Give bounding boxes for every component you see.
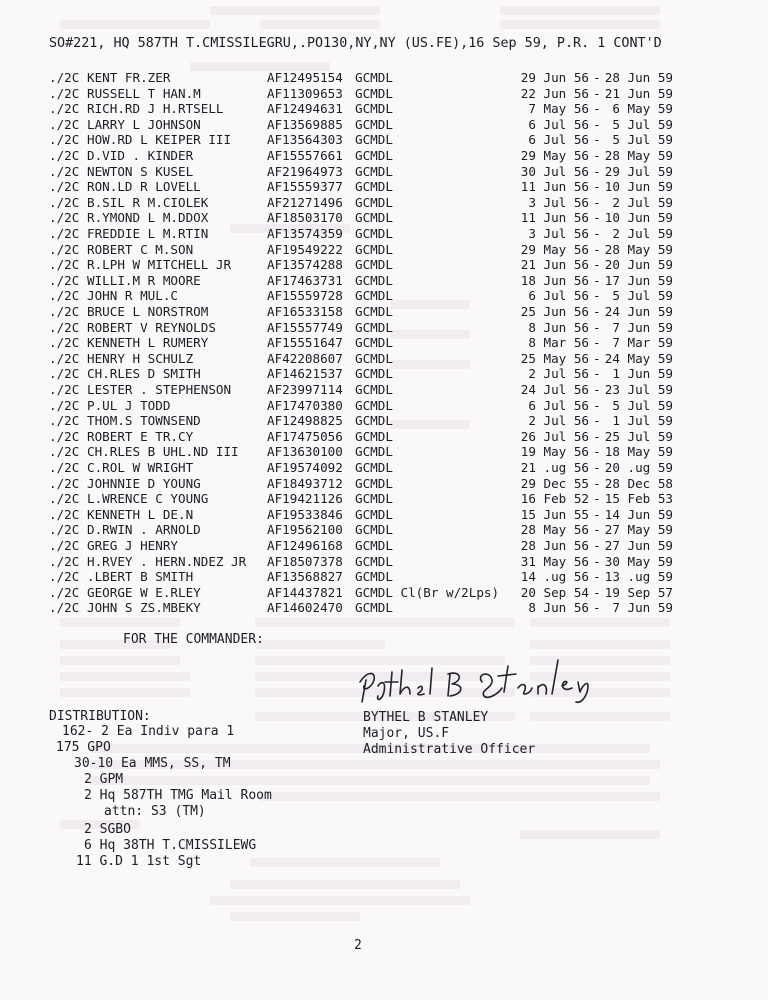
row-award: GCMDL [355, 70, 393, 85]
row-award: GCMDL [355, 85, 393, 101]
row-name: H.RVEY . HERN.NDEZ JR [87, 553, 247, 569]
row-rank: ./2C [49, 584, 80, 600]
row-to-date: 28 Jun 59 [604, 70, 673, 85]
distribution-item: 30-10 Ea MMS, SS, TM [74, 756, 231, 771]
row-dash: - [593, 444, 601, 460]
row-dash: - [593, 350, 601, 366]
row-to-date: 5 Jul 59 [612, 288, 673, 304]
row-award: GCMDL [355, 475, 393, 491]
row-from-date: 11 Jun 56 [520, 210, 589, 226]
row-dash: - [593, 584, 601, 600]
row-dash: - [593, 101, 601, 117]
row-name: .LBERT B SMITH [87, 569, 194, 585]
row-name: L.WRENCE C YOUNG [87, 491, 209, 507]
row-serial: AF15559728 [267, 288, 343, 304]
row-to-date: 7 Jun 59 [612, 600, 673, 616]
table-row [49, 507, 729, 522]
row-dash: - [593, 366, 601, 382]
row-to-date: 21 Jun 59 [604, 85, 673, 101]
row-from-date: 19 May 56 [520, 444, 589, 460]
row-rank: ./2C [49, 553, 80, 569]
row-name: R.YMOND L M.DDOX [87, 210, 209, 226]
distribution-item: 162- 2 Ea Indiv para 1 [62, 724, 235, 739]
row-award: GCMDL [355, 538, 393, 553]
table-row [49, 304, 729, 319]
row-award: GCMDL [355, 132, 393, 148]
table-row [49, 70, 729, 85]
row-name: D.VID . KINDER [87, 148, 194, 163]
row-award: GCMDL [355, 116, 393, 132]
row-to-date: 18 May 59 [604, 444, 673, 460]
row-to-date: 14 Jun 59 [604, 506, 673, 522]
row-serial: AF13568827 [267, 569, 343, 585]
row-rank: ./2C [49, 226, 80, 241]
row-from-date: 30 Jul 56 [520, 163, 589, 179]
row-name: KENT FR.ZER [87, 70, 171, 85]
handwritten-signature [352, 652, 602, 707]
row-dash: - [593, 506, 601, 522]
row-from-date: 22 Jun 56 [520, 85, 589, 101]
table-row [49, 429, 729, 444]
row-rank: ./2C [49, 460, 80, 475]
row-rank: ./2C [49, 304, 80, 319]
table-row [49, 522, 729, 537]
row-rank: ./2C [49, 101, 80, 117]
row-from-date: 29 May 56 [520, 241, 589, 257]
row-rank: ./2C [49, 288, 80, 304]
table-row [49, 164, 729, 179]
row-name: JOHN S ZS.MBEKY [87, 600, 201, 616]
row-name: CH.RLES D SMITH [87, 366, 201, 382]
row-to-date: 5 Jul 59 [612, 116, 673, 132]
table-row [49, 210, 729, 225]
table-row [49, 288, 729, 303]
row-from-date: 6 Jul 56 [528, 288, 589, 304]
row-rank: ./2C [49, 506, 80, 522]
row-rank: ./2C [49, 241, 80, 257]
row-from-date: 8 Jun 56 [528, 600, 589, 616]
row-rank: ./2C [49, 382, 80, 397]
row-name: HOW.RD L KEIPER III [87, 132, 232, 148]
table-row [49, 554, 729, 569]
row-award: GCMDL [355, 491, 393, 507]
row-rank: ./2C [49, 257, 80, 273]
table-row [49, 351, 729, 366]
signer-title: Administrative Officer [363, 742, 536, 757]
row-from-date: 6 Jul 56 [528, 132, 589, 148]
row-rank: ./2C [49, 272, 80, 288]
row-to-date: 24 May 59 [604, 350, 673, 366]
table-row [49, 600, 729, 615]
table-row [49, 398, 729, 413]
row-rank: ./2C [49, 491, 80, 507]
distribution-item: 11 G.D 1 1st Sgt [76, 854, 202, 869]
row-dash: - [593, 600, 601, 616]
row-from-date: 8 Jun 56 [528, 319, 589, 335]
row-award: GCMDL Cl(Br w/2Lps) [355, 584, 500, 600]
row-from-date: 31 May 56 [520, 553, 589, 569]
row-award: GCMDL [355, 413, 393, 429]
table-row [49, 366, 729, 381]
row-name: GREG J HENRY [87, 538, 178, 553]
row-rank: ./2C [49, 397, 80, 413]
row-from-date: 18 Jun 56 [520, 272, 589, 288]
row-award: GCMDL [355, 194, 393, 210]
row-from-date: 3 Jul 56 [528, 226, 589, 241]
row-dash: - [593, 569, 601, 585]
row-to-date: 15 Feb 53 [604, 491, 673, 507]
row-dash: - [593, 319, 601, 335]
table-row [49, 569, 729, 584]
row-serial: AF19533846 [267, 506, 343, 522]
row-to-date: 30 May 59 [604, 553, 673, 569]
distribution-item: 6 Hq 38TH T.CMISSILEWG [84, 838, 257, 853]
row-serial: AF13574359 [267, 226, 343, 241]
row-to-date: 28 May 59 [604, 241, 673, 257]
row-serial: AF23997114 [267, 382, 343, 397]
row-to-date: 27 Jun 59 [604, 538, 673, 553]
row-rank: ./2C [49, 335, 80, 351]
row-name: LESTER . STEPHENSON [87, 382, 232, 397]
row-from-date: 16 Feb 52 [520, 491, 589, 507]
row-award: GCMDL [355, 101, 393, 117]
row-from-date: 2 Jul 56 [528, 366, 589, 382]
row-name: C.ROL W WRIGHT [87, 460, 194, 475]
row-serial: AF18507378 [267, 553, 343, 569]
row-name: WILLI.M R MOORE [87, 272, 201, 288]
row-rank: ./2C [49, 116, 80, 132]
signer-rank: Major, US.F [363, 726, 450, 741]
table-row [49, 382, 729, 397]
row-to-date: 29 Jul 59 [604, 163, 673, 179]
row-serial: AF13569885 [267, 116, 343, 132]
row-serial: AF12496168 [267, 538, 343, 553]
row-to-date: 7 Jun 59 [612, 319, 673, 335]
row-award: GCMDL [355, 288, 393, 304]
row-to-date: 2 Jul 59 [612, 194, 673, 210]
row-award: GCMDL [355, 210, 393, 226]
table-row [49, 585, 729, 600]
row-to-date: 1 Jun 59 [612, 366, 673, 382]
row-rank: ./2C [49, 413, 80, 429]
row-name: GEORGE W E.RLEY [87, 584, 201, 600]
row-from-date: 8 Mar 56 [528, 335, 589, 351]
for-commander-label: FOR THE COMMANDER: [123, 632, 264, 647]
row-from-date: 20 Sep 54 [520, 584, 589, 600]
table-row [49, 117, 729, 132]
distribution-item: 175 GPO [56, 740, 111, 755]
row-from-date: 15 Jun 55 [520, 506, 589, 522]
row-serial: AF19574092 [267, 460, 343, 475]
row-from-date: 25 Jun 56 [520, 304, 589, 319]
row-serial: AF13630100 [267, 444, 343, 460]
row-from-date: 24 Jul 56 [520, 382, 589, 397]
row-dash: - [593, 304, 601, 319]
row-dash: - [593, 288, 601, 304]
row-dash: - [593, 210, 601, 226]
row-dash: - [593, 460, 601, 475]
distribution-item: 2 GPM [84, 772, 124, 787]
row-award: GCMDL [355, 304, 393, 319]
row-serial: AF18493712 [267, 475, 343, 491]
row-rank: ./2C [49, 70, 80, 85]
row-serial: AF17475056 [267, 428, 343, 444]
row-to-date: 20 .ug 59 [604, 460, 673, 475]
table-row [49, 476, 729, 491]
row-dash: - [593, 241, 601, 257]
row-serial: AF14621537 [267, 366, 343, 382]
row-from-date: 14 .ug 56 [520, 569, 589, 585]
row-award: GCMDL [355, 522, 393, 538]
row-award: GCMDL [355, 428, 393, 444]
row-award: GCMDL [355, 397, 393, 413]
row-dash: - [593, 132, 601, 148]
row-serial: AF15559377 [267, 179, 343, 195]
row-serial: AF15557661 [267, 148, 343, 163]
row-award: GCMDL [355, 382, 393, 397]
row-from-date: 26 Jul 56 [520, 428, 589, 444]
row-to-date: 28 May 59 [604, 148, 673, 163]
row-name: JOHN R MUL.C [87, 288, 178, 304]
row-from-date: 6 Jul 56 [528, 397, 589, 413]
table-row [49, 257, 729, 272]
order-header: SO#221, HQ 587TH T.CMISSILEGRU,.PO130,NY,NY (US.FE),16 Sep 59, P.R. 1 CONT'D [49, 36, 662, 51]
distribution-label: DISTRIBUTION: [49, 709, 151, 724]
row-dash: - [593, 428, 601, 444]
table-row [49, 335, 729, 350]
row-to-date: 10 Jun 59 [604, 210, 673, 226]
row-rank: ./2C [49, 210, 80, 226]
row-from-date: 29 May 56 [520, 148, 589, 163]
row-to-date: 17 Jun 59 [604, 272, 673, 288]
row-name: LARRY L JOHNSON [87, 116, 201, 132]
row-name: ROBERT E TR.CY [87, 428, 194, 444]
row-rank: ./2C [49, 522, 80, 538]
row-dash: - [593, 475, 601, 491]
row-serial: AF18503170 [267, 210, 343, 226]
row-name: ROBERT V REYNOLDS [87, 319, 216, 335]
row-rank: ./2C [49, 85, 80, 101]
table-row [49, 101, 729, 116]
row-to-date: 6 May 59 [612, 101, 673, 117]
row-from-date: 2 Jul 56 [528, 413, 589, 429]
row-rank: ./2C [49, 538, 80, 553]
row-dash: - [593, 272, 601, 288]
row-award: GCMDL [355, 335, 393, 351]
table-row [49, 273, 729, 288]
row-dash: - [593, 522, 601, 538]
distribution-item: 2 SGBO [84, 822, 131, 837]
row-award: GCMDL [355, 257, 393, 273]
row-to-date: 2 Jul 59 [612, 226, 673, 241]
row-name: THOM.S TOWNSEND [87, 413, 201, 429]
signature-block [363, 710, 535, 758]
row-serial: AF11309653 [267, 85, 343, 101]
row-award: GCMDL [355, 444, 393, 460]
row-to-date: 1 Jul 59 [612, 413, 673, 429]
row-from-date: 28 Jun 56 [520, 538, 589, 553]
row-serial: AF15557749 [267, 319, 343, 335]
row-serial: AF42208607 [267, 350, 343, 366]
row-from-date: 21 Jun 56 [520, 257, 589, 273]
table-row [49, 226, 729, 241]
row-award: GCMDL [355, 350, 393, 366]
row-serial: AF13574288 [267, 257, 343, 273]
row-serial: AF12495154 [267, 70, 343, 85]
row-from-date: 7 May 56 [528, 101, 589, 117]
row-name: JOHNNIE D YOUNG [87, 475, 201, 491]
row-award: GCMDL [355, 366, 393, 382]
row-award: GCMDL [355, 553, 393, 569]
table-row [49, 148, 729, 163]
row-award: GCMDL [355, 148, 393, 163]
signer-name: BYTHEL B STANLEY [363, 710, 489, 725]
table-row [49, 132, 729, 147]
table-row [49, 242, 729, 257]
row-name: D.RWIN . ARNOLD [87, 522, 201, 538]
row-name: B.SIL R M.CIOLEK [87, 194, 209, 210]
row-serial: AF19549222 [267, 241, 343, 257]
table-row [49, 444, 729, 459]
row-to-date: 5 Jul 59 [612, 132, 673, 148]
row-from-date: 3 Jul 56 [528, 194, 589, 210]
row-to-date: 19 Sep 57 [604, 584, 673, 600]
page-number: 2 [354, 938, 362, 953]
row-dash: - [593, 538, 601, 553]
row-from-date: 28 May 56 [520, 522, 589, 538]
row-dash: - [593, 70, 601, 85]
row-to-date: 20 Jun 59 [604, 257, 673, 273]
row-serial: AF19421126 [267, 491, 343, 507]
row-serial: AF19562100 [267, 522, 343, 538]
row-to-date: 28 Dec 58 [604, 475, 673, 491]
row-from-date: 6 Jul 56 [528, 116, 589, 132]
row-serial: AF12498825 [267, 413, 343, 429]
row-award: GCMDL [355, 226, 393, 241]
row-name: ROBERT C M.SON [87, 241, 194, 257]
row-serial: AF14437821 [267, 584, 343, 600]
row-name: CH.RLES B UHL.ND III [87, 444, 239, 460]
row-dash: - [593, 335, 601, 351]
row-award: GCMDL [355, 506, 393, 522]
row-rank: ./2C [49, 148, 80, 163]
row-award: GCMDL [355, 319, 393, 335]
distribution-item: attn: S3 (TM) [104, 804, 206, 819]
row-name: HENRY H SCHULZ [87, 350, 194, 366]
row-name: R.LPH W MITCHELL JR [87, 257, 232, 273]
row-award: GCMDL [355, 569, 393, 585]
row-name: KENNETH L DE.N [87, 506, 194, 522]
table-row [49, 320, 729, 335]
row-rank: ./2C [49, 428, 80, 444]
table-row [49, 460, 729, 475]
row-award: GCMDL [355, 241, 393, 257]
row-serial: AF14602470 [267, 600, 343, 616]
row-award: GCMDL [355, 460, 393, 475]
table-row [49, 195, 729, 210]
distribution-item: 2 Hq 587TH TMG Mail Room [84, 788, 272, 803]
row-from-date: 11 Jun 56 [520, 179, 589, 195]
row-rank: ./2C [49, 569, 80, 585]
row-serial: AF12494631 [267, 101, 343, 117]
row-serial: AF21271496 [267, 194, 343, 210]
row-dash: - [593, 179, 601, 195]
row-to-date: 27 May 59 [604, 522, 673, 538]
row-to-date: 23 Jul 59 [604, 382, 673, 397]
row-to-date: 13 .ug 59 [604, 569, 673, 585]
row-rank: ./2C [49, 600, 80, 616]
row-dash: - [593, 163, 601, 179]
row-rank: ./2C [49, 179, 80, 195]
row-name: RICH.RD J H.RTSELL [87, 101, 224, 117]
row-dash: - [593, 257, 601, 273]
row-from-date: 21 .ug 56 [520, 460, 589, 475]
row-name: KENNETH L RUMERY [87, 335, 209, 351]
row-rank: ./2C [49, 132, 80, 148]
row-rank: ./2C [49, 163, 80, 179]
row-award: GCMDL [355, 179, 393, 195]
row-serial: AF13564303 [267, 132, 343, 148]
row-serial: AF17470380 [267, 397, 343, 413]
row-rank: ./2C [49, 194, 80, 210]
table-row [49, 538, 729, 553]
row-name: NEWTON S KUSEL [87, 163, 194, 179]
row-name: RON.LD R LOVELL [87, 179, 201, 195]
row-dash: - [593, 194, 601, 210]
row-to-date: 25 Jul 59 [604, 428, 673, 444]
row-name: RUSSELL T HAN.M [87, 85, 201, 101]
row-rank: ./2C [49, 319, 80, 335]
row-award: GCMDL [355, 600, 393, 616]
row-from-date: 25 May 56 [520, 350, 589, 366]
row-dash: - [593, 382, 601, 397]
row-dash: - [593, 85, 601, 101]
table-row [49, 413, 729, 428]
row-dash: - [593, 397, 601, 413]
row-name: FREDDIE L M.RTIN [87, 226, 209, 241]
row-serial: AF15551647 [267, 335, 343, 351]
row-dash: - [593, 148, 601, 163]
row-dash: - [593, 116, 601, 132]
table-row [49, 179, 729, 194]
row-rank: ./2C [49, 350, 80, 366]
row-dash: - [593, 491, 601, 507]
row-dash: - [593, 226, 601, 241]
row-award: GCMDL [355, 163, 393, 179]
row-dash: - [593, 413, 601, 429]
row-serial: AF21964973 [267, 163, 343, 179]
row-name: P.UL J TODD [87, 397, 171, 413]
row-to-date: 24 Jun 59 [604, 304, 673, 319]
row-from-date: 29 Dec 55 [520, 475, 589, 491]
table-row [49, 491, 729, 506]
row-serial: AF17463731 [267, 272, 343, 288]
row-serial: AF16533158 [267, 304, 343, 319]
table-row [49, 86, 729, 101]
row-to-date: 10 Jun 59 [604, 179, 673, 195]
row-to-date: 7 Mar 59 [612, 335, 673, 351]
row-to-date: 5 Jul 59 [612, 397, 673, 413]
row-dash: - [593, 553, 601, 569]
row-rank: ./2C [49, 366, 80, 382]
row-rank: ./2C [49, 444, 80, 460]
row-name: BRUCE L NORSTROM [87, 304, 209, 319]
row-rank: ./2C [49, 475, 80, 491]
row-from-date: 29 Jun 56 [520, 70, 589, 85]
row-award: GCMDL [355, 272, 393, 288]
